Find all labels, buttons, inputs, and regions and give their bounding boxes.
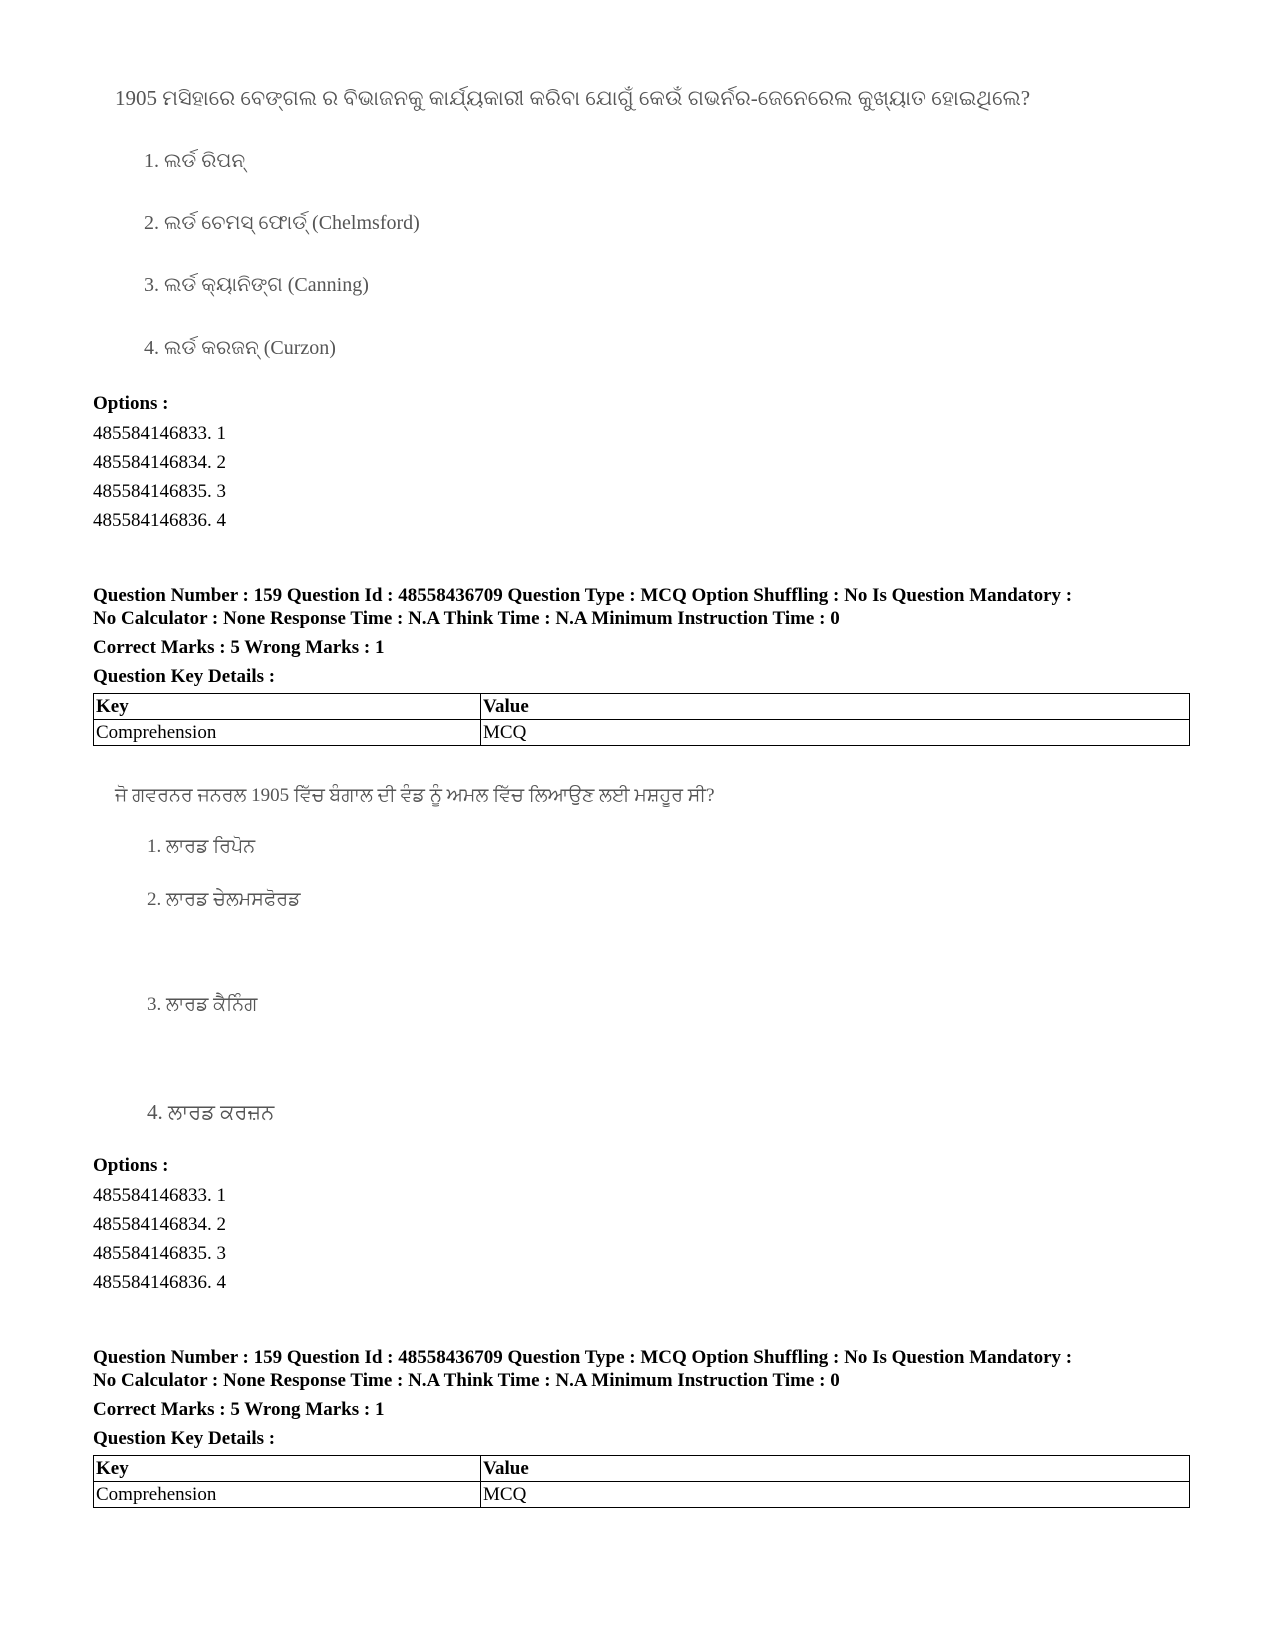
question-stem-odia: 1905 ମସିହାରେ ବେଙ୍ଗଲ ର ବିଭାଜନକୁ କାର୍ଯ୍ୟକାରୀ କରିବା ଯୋଗୁଁ କେଉଁ ଗଭର୍ନର-ଜେନେରେଲ କୁଖ୍ୟାତ ହୋଇଥିଲେ? xyxy=(115,86,1031,110)
table-cell-value: MCQ xyxy=(481,720,1190,746)
options-label: Options : xyxy=(93,393,169,414)
options-label: Options : xyxy=(93,1155,169,1176)
option-id: 485584146834. 2 xyxy=(93,452,226,473)
key-details-table-wrap xyxy=(93,693,1193,746)
question-choice-2: 2. ਲਾਰਡ ਚੇਲਮਸਫੋਰਡ xyxy=(147,889,301,910)
question-choice-4: 4. ଲର୍ଡ କରଜନ୍ (Curzon) xyxy=(144,337,336,359)
table-header-key: Key xyxy=(94,1456,481,1482)
table-header-value: Value xyxy=(481,694,1190,720)
option-id: 485584146836. 4 xyxy=(93,1272,226,1293)
metadata-line: Question Number : 159 Question Id : 48558436709 Question Type : MCQ Option Shuffling : No Is Question Mandatory : xyxy=(93,585,1073,606)
marks-line: Correct Marks : 5 Wrong Marks : 1 xyxy=(93,1399,385,1420)
question-choice-1: 1. ଲର୍ଡ ରିପନ୍ xyxy=(144,150,246,172)
option-id: 485584146836. 4 xyxy=(93,510,226,531)
key-details-table xyxy=(93,693,1190,746)
key-details-table-wrap xyxy=(93,1455,1193,1508)
question-choice-3: 3. ଲର୍ଡ କ୍ୟାନିଙ୍ଗ (Canning) xyxy=(144,274,369,296)
table-header-row xyxy=(94,694,1190,720)
table-header-key: Key xyxy=(94,694,481,720)
metadata-line: Question Number : 159 Question Id : 48558436709 Question Type : MCQ Option Shuffling : No Is Question Mandatory : xyxy=(93,1347,1073,1368)
question-stem-punjabi: ਜੋ ਗਵਰਨਰ ਜਨਰਲ 1905 ਵਿੱਚ ਬੰਗਾਲ ਦੀ ਵੰਡ ਨੂੰ ਅਮਲ ਵਿੱਚ ਲਿਆਉਣ ਲਈ ਮਸ਼ਹੂਰ ਸੀ? xyxy=(115,785,715,806)
table-header-value: Value xyxy=(481,1456,1190,1482)
key-details-label: Question Key Details : xyxy=(93,1428,276,1449)
table-row xyxy=(94,720,1190,746)
metadata-line: No Calculator : None Response Time : N.A Think Time : N.A Minimum Instruction Time : 0 xyxy=(93,608,840,629)
question-choice-4: 4. ਲਾਰਡ ਕਰਜ਼ਨ xyxy=(147,1100,275,1124)
option-id: 485584146833. 1 xyxy=(93,423,226,444)
key-details-table xyxy=(93,1455,1190,1508)
option-id: 485584146835. 3 xyxy=(93,481,226,502)
option-id: 485584146835. 3 xyxy=(93,1243,226,1264)
table-cell-value: MCQ xyxy=(481,1482,1190,1508)
option-id: 485584146833. 1 xyxy=(93,1185,226,1206)
table-header-row xyxy=(94,1456,1190,1482)
question-choice-3: 3. ਲਾਰਡ ਕੈਨਿੰਗ xyxy=(147,994,258,1015)
metadata-line: No Calculator : None Response Time : N.A Think Time : N.A Minimum Instruction Time : 0 xyxy=(93,1370,840,1391)
options-section xyxy=(93,1154,1193,1297)
question-choice-2: 2. ଲର୍ଡ ଚେମସ୍ ଫୋର୍ଡ୍ (Chelmsford) xyxy=(144,212,420,234)
table-cell-key: Comprehension xyxy=(94,1482,481,1508)
marks-line: Correct Marks : 5 Wrong Marks : 1 xyxy=(93,637,385,658)
option-id: 485584146834. 2 xyxy=(93,1214,226,1235)
question-choice-1: 1. ਲਾਰਡ ਰਿਪੋਨ xyxy=(147,836,256,857)
key-details-label: Question Key Details : xyxy=(93,666,276,687)
table-row xyxy=(94,1482,1190,1508)
options-section xyxy=(93,392,1193,535)
question-metadata xyxy=(93,1346,1193,1450)
table-cell-key: Comprehension xyxy=(94,720,481,746)
question-metadata xyxy=(93,584,1193,688)
